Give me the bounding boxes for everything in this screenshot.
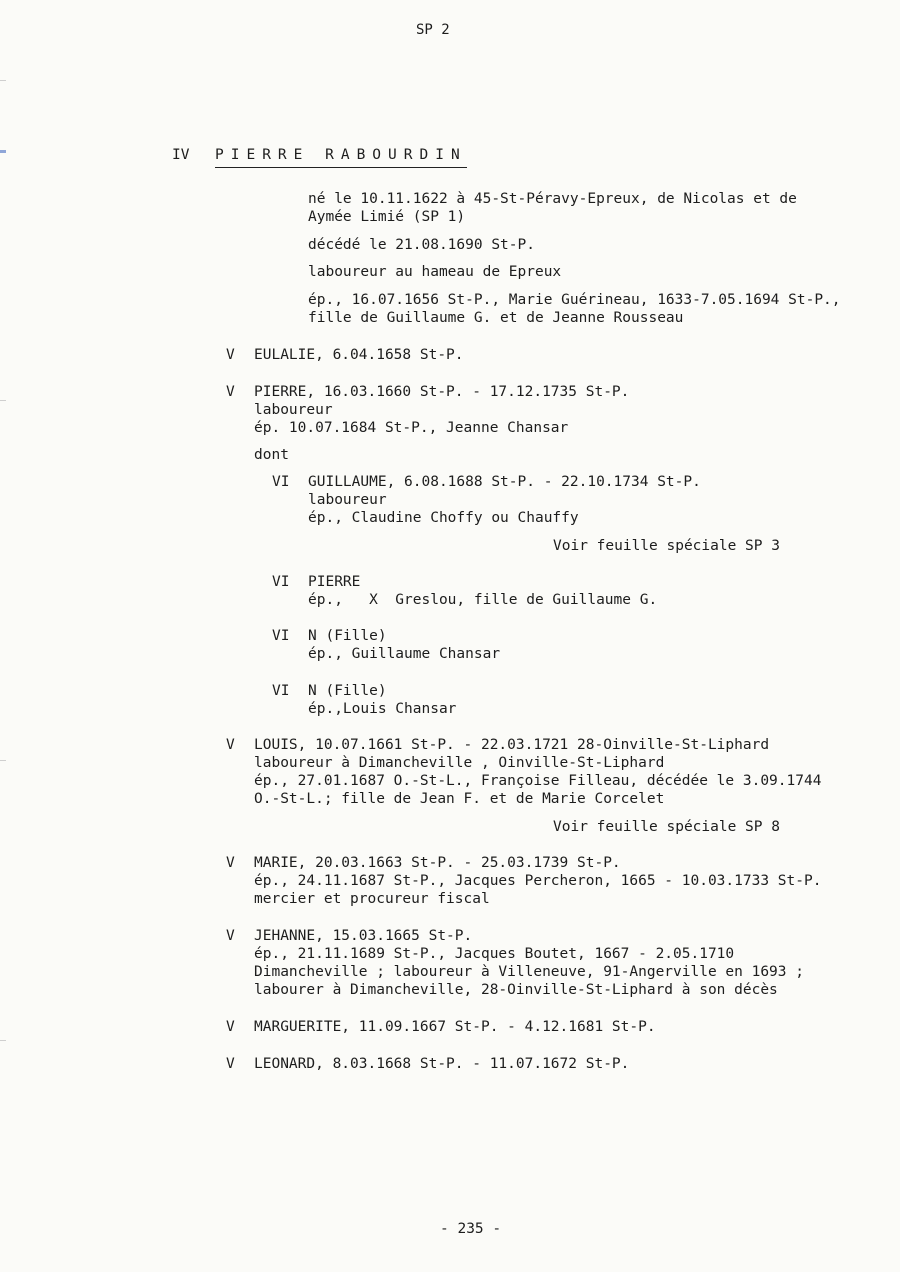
intro-line: Aymée Limié (SP 1) <box>308 209 466 225</box>
child-generation: V <box>226 347 235 363</box>
grandchild-line: N (Fille) <box>308 628 387 644</box>
grandchild-generation: VI <box>272 628 290 644</box>
child-line: ép. 10.07.1684 St-P., Jeanne Chansar <box>254 420 569 436</box>
grandchild-generation: VI <box>272 683 290 699</box>
grandchild-line: N (Fille) <box>308 683 387 699</box>
margin-mark <box>0 80 6 81</box>
child-line: ép., 21.11.1689 St-P., Jacques Boutet, 1667 - 2.05.1710 <box>254 946 735 962</box>
grandchild-generation: VI <box>272 474 290 490</box>
child-line: PIERRE, 16.03.1660 St-P. - 17.12.1735 St-P. <box>254 384 630 400</box>
grandchild-line: PIERRE <box>308 574 361 590</box>
reference-note: Voir feuille spéciale SP 8 <box>553 819 780 835</box>
grandchild-line: ép., Guillaume Chansar <box>308 646 501 662</box>
child-line: laboureur à Dimancheville , Oinville-St-Liphard <box>254 755 665 771</box>
grandchild-line: laboureur <box>308 492 387 508</box>
margin-mark <box>0 150 6 153</box>
child-generation: V <box>226 737 235 753</box>
child-line: O.-St-L.; fille de Jean F. et de Marie Corcelet <box>254 791 665 807</box>
intro-line: décédé le 21.08.1690 St-P. <box>308 237 535 253</box>
child-line: labourer à Dimancheville, 28-Oinville-St-Liphard à son décès <box>254 982 778 998</box>
grandchild-line: ép., Claudine Choffy ou Chauffy <box>308 510 579 526</box>
grandchild-line: ép.,Louis Chansar <box>308 701 457 717</box>
child-line: LOUIS, 10.07.1661 St-P. - 22.03.1721 28-Oinville-St-Liphard <box>254 737 770 753</box>
intro-line: fille de Guillaume G. et de Jeanne Rousseau <box>308 310 684 326</box>
child-line: ép., 27.01.1687 O.-St-L., Françoise Filleau, décédée le 3.09.1744 <box>254 773 822 789</box>
margin-mark <box>0 760 6 761</box>
child-line: MARIE, 20.03.1663 St-P. - 25.03.1739 St-P. <box>254 855 621 871</box>
intro-line: ép., 16.07.1656 St-P., Marie Guérineau, 1633-7.05.1694 St-P., <box>308 292 841 308</box>
child-line: laboureur <box>254 402 333 418</box>
dont-label: dont <box>254 447 289 463</box>
grandchild-line: ép., X Greslou, fille de Guillaume G. <box>308 592 658 608</box>
grandchild-generation: VI <box>272 574 290 590</box>
child-line: MARGUERITE, 11.09.1667 St-P. - 4.12.1681 St-P. <box>254 1019 656 1035</box>
child-generation: V <box>226 1056 235 1072</box>
child-line: mercier et procureur fiscal <box>254 891 490 907</box>
child-generation: V <box>226 855 235 871</box>
child-generation: V <box>226 384 235 400</box>
grandchild-line: GUILLAUME, 6.08.1688 St-P. - 22.10.1734 St-P. <box>308 474 701 490</box>
child-line: JEHANNE, 15.03.1665 St-P. <box>254 928 473 944</box>
person-title: PIERRE RABOURDIN <box>215 146 467 168</box>
child-generation: V <box>226 1019 235 1035</box>
margin-mark <box>0 1040 6 1041</box>
intro-line: laboureur au hameau de Epreux <box>308 264 562 280</box>
page-header: SP 2 <box>416 22 450 38</box>
child-line: Dimancheville ; laboureur à Villeneuve, 91-Angerville en 1693 ; <box>254 964 804 980</box>
margin-mark <box>0 400 6 401</box>
child-line: EULALIE, 6.04.1658 St-P. <box>254 347 464 363</box>
page-footer: - 235 - <box>440 1221 502 1237</box>
reference-note: Voir feuille spéciale SP 3 <box>553 538 780 554</box>
child-line: LEONARD, 8.03.1668 St-P. - 11.07.1672 St-P. <box>254 1056 630 1072</box>
child-line: ép., 24.11.1687 St-P., Jacques Percheron, 1665 - 10.03.1733 St-P. <box>254 873 822 889</box>
child-generation: V <box>226 928 235 944</box>
generation-number: IV <box>172 147 190 163</box>
intro-line: né le 10.11.1622 à 45-St-Péravy-Epreux, de Nicolas et de <box>308 191 797 207</box>
